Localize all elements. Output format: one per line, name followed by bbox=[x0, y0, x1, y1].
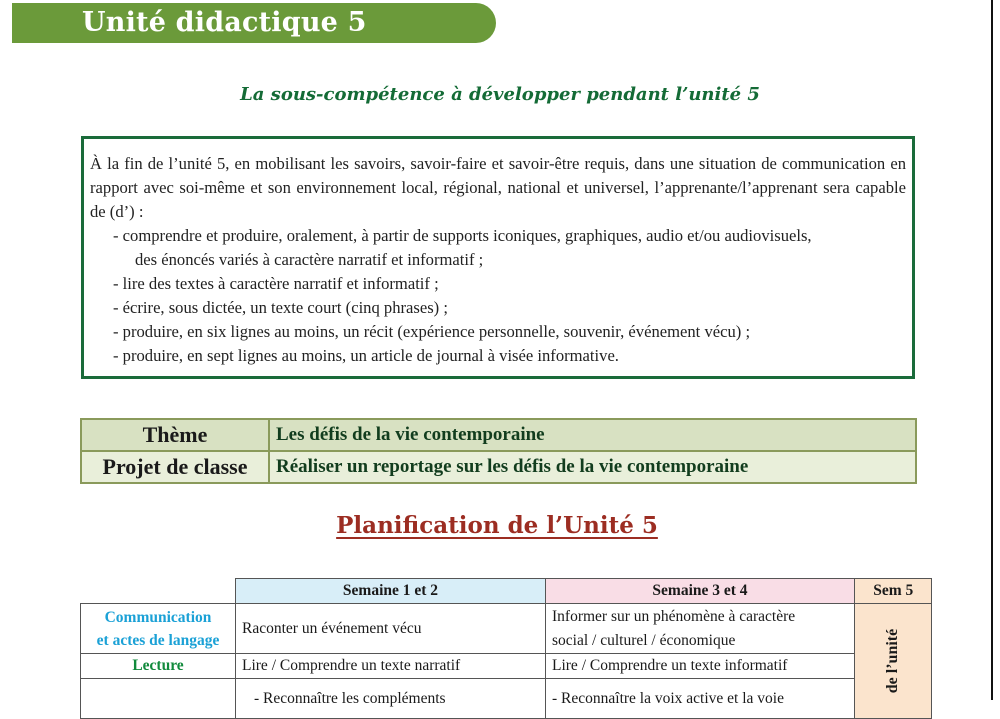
communication-week-3-4-line-2: social / culturel / économique bbox=[552, 631, 736, 649]
grammar-week-1-2: - Reconnaître les compléments bbox=[236, 679, 546, 719]
unit-title-banner: Unité didactique 5 bbox=[12, 3, 496, 43]
communication-week-3-4-line-1: Informer sur un phénomène à caractère bbox=[552, 607, 796, 625]
communication-week-1-2: Raconter un événement vécu bbox=[236, 604, 546, 654]
row-label-lecture: Lecture bbox=[81, 654, 236, 679]
theme-value: Les défis de la vie contemporaine bbox=[269, 419, 916, 451]
week-5-column bbox=[855, 604, 932, 719]
theme-label: Thème bbox=[81, 419, 269, 451]
competence-bullet-1-continued: des énoncés variés à caractère narratif et informatif ; bbox=[135, 250, 484, 269]
page-edge-rule bbox=[991, 0, 993, 700]
competence-bullet-4: - produire, en six lignes au moins, un récit (expérience personnelle, souvenir, événement vécu) ; bbox=[113, 322, 751, 341]
planning-table bbox=[80, 578, 932, 719]
competence-intro: À la fin de l’unité 5, en mobilisant les savoirs, savoir-faire et savoir-être requis, dans une situation de communication en rapport avec soi-même et son environnement local, régional, national et universel, l’apprenante/l’apprenant sera capable de (d’) : bbox=[90, 154, 906, 221]
lecture-week-3-4: Lire / Comprendre un texte informatif bbox=[546, 654, 855, 679]
header-week-1-2: Semaine 1 et 2 bbox=[236, 579, 546, 604]
competence-box bbox=[81, 136, 915, 379]
planning-header-row bbox=[81, 579, 932, 604]
row-label-grammar bbox=[81, 679, 236, 719]
project-value: Réaliser un reportage sur les défis de la vie contemporaine bbox=[269, 451, 916, 483]
header-week-5: Sem 5 bbox=[855, 579, 932, 604]
project-label: Projet de classe bbox=[81, 451, 269, 483]
competence-bullet-2: - lire des textes à caractère narratif et informatif ; bbox=[113, 274, 439, 293]
planning-corner-cell bbox=[81, 579, 236, 604]
row-label-communication bbox=[81, 604, 236, 654]
communication-week-3-4 bbox=[546, 604, 855, 654]
theme-project-table bbox=[80, 418, 917, 484]
theme-row bbox=[81, 419, 916, 451]
competence-bullet-5: - produire, en sept lignes au moins, un article de journal à visée informative. bbox=[113, 346, 619, 365]
competence-subtitle: La sous-compétence à développer pendant l’unité 5 bbox=[240, 84, 760, 105]
grammar-week-3-4: - Reconnaître la voix active et la voie bbox=[546, 679, 855, 719]
header-week-3-4: Semaine 3 et 4 bbox=[546, 579, 855, 604]
row-label-communication-line-2: et actes de langage bbox=[96, 631, 220, 649]
lecture-week-1-2: Lire / Comprendre un texte narratif bbox=[236, 654, 546, 679]
competence-bullet-3: - écrire, sous dictée, un texte court (cinq phrases) ; bbox=[113, 298, 448, 317]
row-label-communication-line-1: Communication bbox=[104, 608, 212, 626]
competence-bullet-1: - comprendre et produire, oralement, à partir de supports iconiques, graphiques, audio et/ou audiovisuels, bbox=[113, 226, 812, 245]
project-row bbox=[81, 451, 916, 483]
planning-row-grammar bbox=[81, 679, 932, 719]
week-5-vertical-label: de l’unité bbox=[884, 628, 902, 694]
planning-row-lecture bbox=[81, 654, 932, 679]
planning-title: Planification de l’Unité 5 bbox=[336, 512, 658, 539]
planning-row-communication bbox=[81, 604, 932, 654]
